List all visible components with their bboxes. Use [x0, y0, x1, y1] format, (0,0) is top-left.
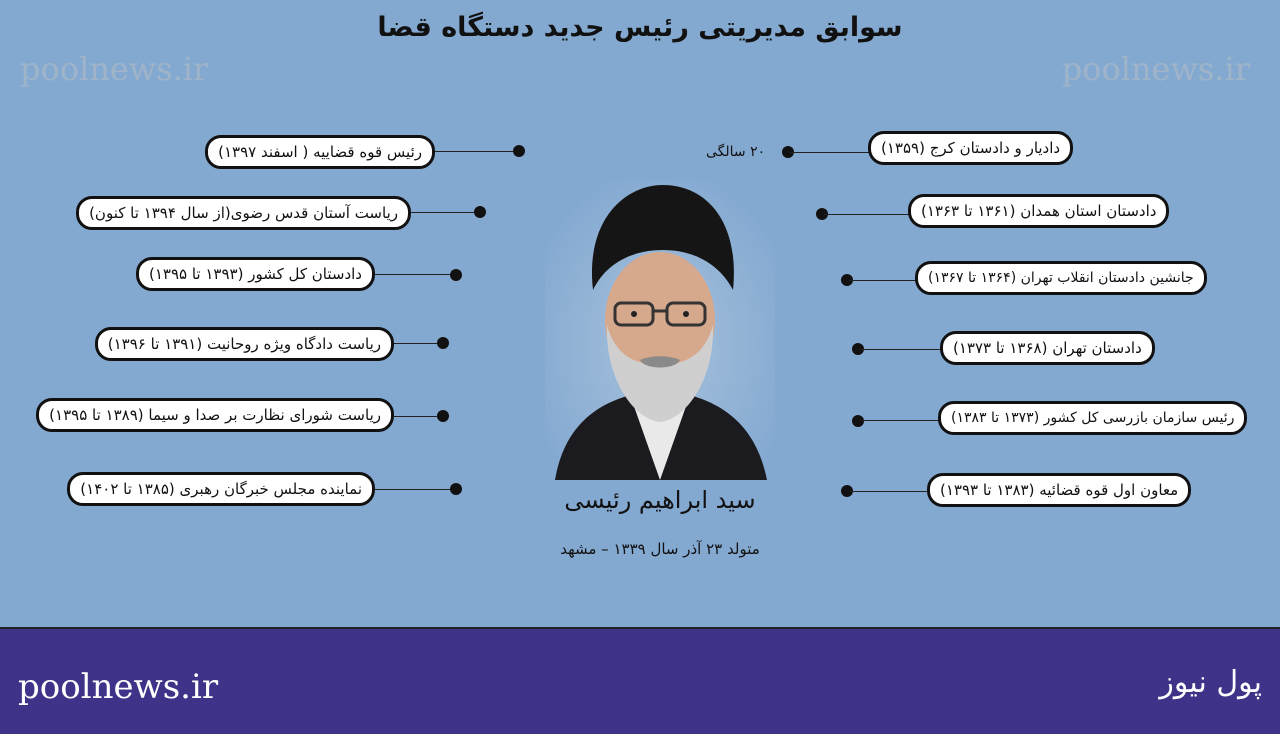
connector-dot — [437, 410, 449, 422]
connector-dot — [513, 145, 525, 157]
right-item-6: معاون اول قوه قضائیه (۱۳۸۳ تا ۱۳۹۳) — [927, 473, 1191, 507]
connector-dot — [852, 415, 864, 427]
person-birth: متولد ۲۳ آذر سال ۱۳۳۹ – مشهد — [560, 540, 760, 558]
footer-brand: پول نیوز — [1159, 665, 1262, 700]
connector-line — [849, 280, 917, 281]
connector-line — [824, 214, 910, 215]
connector-line — [849, 491, 929, 492]
left-item-5: ریاست شورای نظارت بر صدا و سیما (۱۳۸۹ تا ۱۳۹۵) — [36, 398, 394, 432]
connector-dot — [437, 337, 449, 349]
watermark-right: poolnews.ir — [1061, 50, 1250, 88]
watermark-left: poolnews.ir — [20, 50, 209, 88]
left-item-3: دادستان کل کشور (۱۳۹۳ تا ۱۳۹۵) — [136, 257, 375, 291]
portrait-image — [545, 180, 775, 480]
page-title: سوابق مدیریتی رئیس جدید دستگاه قضا — [377, 12, 903, 43]
connector-dot — [450, 269, 462, 281]
connector-line — [435, 151, 520, 152]
right-item-3: جانشین دادستان انقلاب تهران (۱۳۶۴ تا ۱۳۶۷) — [915, 261, 1207, 295]
left-item-2: ریاست آستان قدس رضوی(از سال ۱۳۹۴ تا کنون) — [76, 196, 411, 230]
right-item-1: دادیار و دادستان کرج (۱۳۵۹) — [868, 131, 1073, 165]
right-item-4: دادستان تهران (۱۳۶۸ تا ۱۳۷۳) — [940, 331, 1155, 365]
person-name: سید ابراهیم رئیسی — [564, 486, 756, 514]
left-item-1: رئیس قوه قضاییه ( اسفند ۱۳۹۷) — [205, 135, 435, 169]
connector-line — [411, 212, 481, 213]
left-item-6: نماینده مجلس خبرگان رهبری (۱۳۸۵ تا ۱۴۰۲) — [67, 472, 375, 506]
left-item-4: ریاست دادگاه ویژه روحانیت (۱۳۹۱ تا ۱۳۹۶) — [95, 327, 394, 361]
connector-line — [860, 420, 940, 421]
connector-line — [790, 152, 870, 153]
footer-site-link[interactable]: poolnews.ir — [18, 667, 219, 707]
connector-line — [375, 489, 457, 490]
connector-dot — [474, 206, 486, 218]
connector-line — [375, 274, 457, 275]
right-item-5: رئیس سازمان بازرسی کل کشور (۱۳۷۳ تا ۱۳۸۳) — [938, 401, 1247, 435]
footer-bar — [0, 627, 1280, 734]
connector-line — [860, 349, 942, 350]
connector-dot — [450, 483, 462, 495]
right-item-2: دادستان استان همدان (۱۳۶۱ تا ۱۳۶۳) — [908, 194, 1169, 228]
age-note: ۲۰ سالگی — [706, 144, 766, 160]
